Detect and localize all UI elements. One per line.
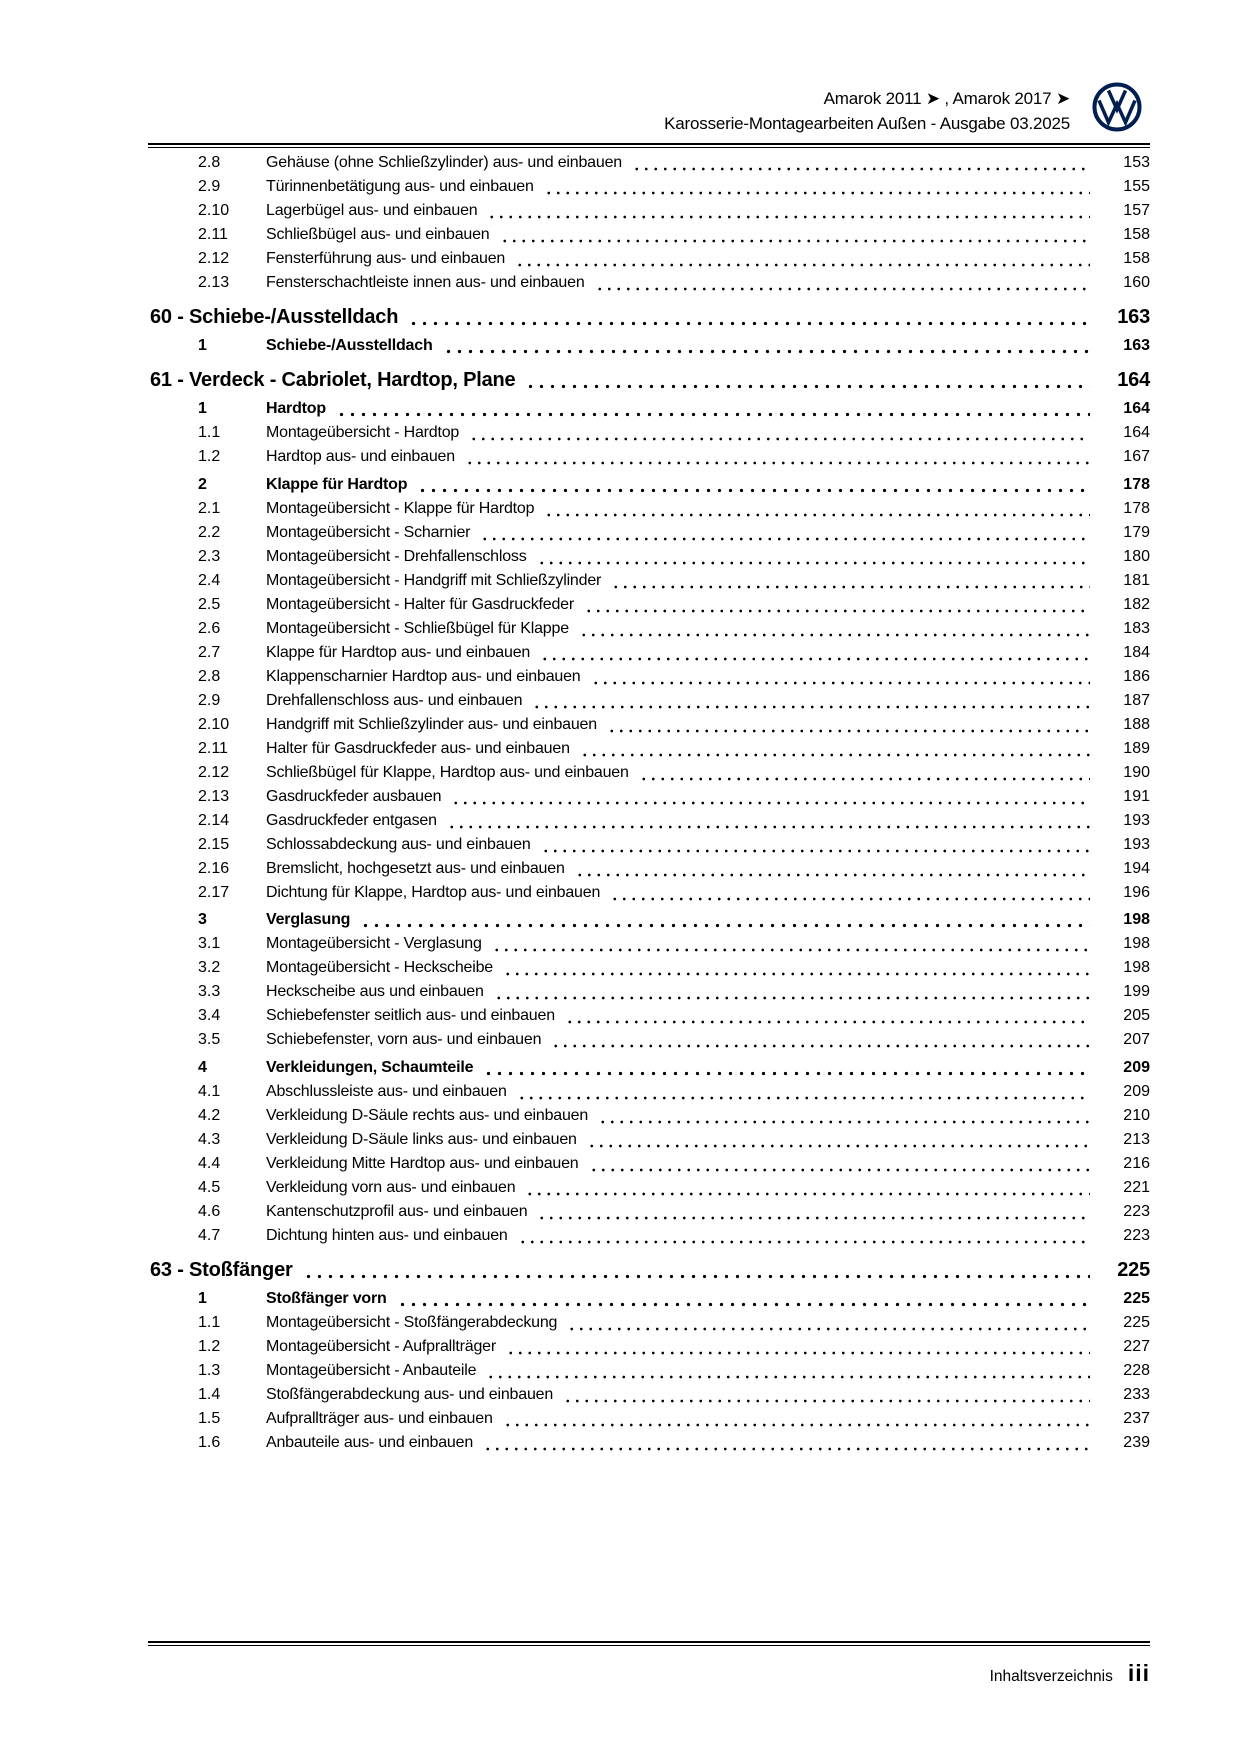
- leader-dots: [567, 1327, 1090, 1331]
- header-text: [148, 86, 1150, 136]
- toc-entry-number: 4.6: [198, 1202, 221, 1220]
- toc-entry-title: Schiebe-/Ausstelldach: [266, 337, 433, 354]
- toc-entry-number: 2.1: [198, 499, 221, 517]
- toc-entry-title: Montageübersicht - Stoßfängerabdeckung: [266, 1313, 558, 1331]
- toc-entry-number: 4.4: [198, 1154, 221, 1172]
- toc-entry-number: 2.17: [198, 883, 230, 901]
- toc-entry-number: 2.9: [198, 691, 221, 709]
- leader-dots: [451, 801, 1090, 805]
- toc-entry-row[interactable]: [148, 1004, 1150, 1028]
- leader-dots: [494, 996, 1090, 1000]
- toc-entry-row[interactable]: [148, 665, 1150, 689]
- toc-entry-row[interactable]: [148, 1431, 1150, 1455]
- toc-entry-row[interactable]: [148, 713, 1150, 737]
- leader-dots: [480, 537, 1090, 541]
- toc-entry-page: 207: [1123, 1031, 1150, 1048]
- toc-entry-page: 190: [1123, 763, 1150, 781]
- toc-entry-number: 2.11: [198, 226, 228, 243]
- toc-entry-title: Schließbügel für Klappe, Hardtop aus- und einbauen: [266, 763, 629, 781]
- toc-entry-title: Montageübersicht - Anbauteile: [266, 1361, 477, 1379]
- vw-logo-icon: [1092, 82, 1142, 132]
- toc-entry-number: 2.5: [198, 595, 221, 613]
- toc-entry-page: 186: [1123, 667, 1150, 685]
- leader-dots: [589, 1168, 1090, 1172]
- toc-entry-row[interactable]: [148, 881, 1150, 905]
- toc-chapter-row[interactable]: [148, 305, 1150, 330]
- leader-dots: [544, 191, 1090, 195]
- toc-entry-number: 4.2: [198, 1106, 221, 1124]
- toc-chapter-row[interactable]: [148, 368, 1150, 393]
- leader-dots: [483, 1447, 1090, 1451]
- leader-dots: [506, 1351, 1090, 1355]
- toc-entry-title: Montageübersicht - Verglasung: [266, 935, 482, 952]
- toc-entry-title: Klappe für Hardtop aus- und einbauen: [266, 643, 531, 661]
- leader-dots: [487, 215, 1090, 219]
- toc-entry-page: 164: [1123, 400, 1150, 417]
- toc-entry-number: 2.13: [198, 274, 230, 291]
- toc-entry-title: Heckscheibe aus und einbauen: [266, 983, 484, 1000]
- toc-entry-title: Fensterschachtleiste innen aus- und einbauen: [266, 274, 585, 291]
- toc-entry-row[interactable]: [148, 421, 1150, 445]
- toc-entry-page: 198: [1123, 959, 1150, 976]
- leader-dots: [632, 167, 1090, 171]
- leader-dots: [598, 1120, 1090, 1124]
- toc-entry-title: Verkleidung D-Säule rechts aus- und einbauen: [266, 1106, 589, 1124]
- header-model-line: Amarok 2011 ➤ , Amarok 2017 ➤: [823, 89, 1070, 108]
- toc-entry-page: 196: [1123, 883, 1150, 901]
- toc-entry-number: 2.10: [198, 715, 230, 733]
- toc-entry-title: Montageübersicht - Aufprallträger: [266, 1337, 496, 1355]
- leader-dots: [515, 263, 1090, 267]
- toc-entry-number: 4.5: [198, 1178, 221, 1196]
- leader-dots: [492, 948, 1090, 952]
- toc-entry-number: 4.1: [198, 1082, 221, 1100]
- toc-entry-number: 2.12: [198, 250, 230, 267]
- leader-dots: [483, 1071, 1090, 1076]
- toc-entry-title: Verkleidung D-Säule links aus- und einbauen: [266, 1130, 577, 1148]
- toc-entry-number: 2: [198, 475, 207, 493]
- toc-entry-number: 2.8: [198, 154, 221, 171]
- toc-entry-title: Montageübersicht - Schließbügel für Klappe: [266, 619, 569, 637]
- toc-entry-title: Montageübersicht - Drehfallenschloss: [266, 547, 527, 565]
- leader-dots: [336, 412, 1090, 417]
- toc-entry-title: Montageübersicht - Halter für Gasdruckfeder: [266, 595, 574, 613]
- leader-dots: [469, 437, 1090, 441]
- toc-entry-number: 2.14: [198, 811, 230, 829]
- toc-entry-title: Drehfallenschloss aus- und einbauen: [266, 691, 523, 709]
- toc-entry-number: 2.11: [198, 739, 228, 757]
- toc-entry-page: 184: [1123, 643, 1150, 661]
- toc-entry-row[interactable]: [148, 1080, 1150, 1104]
- toc-entry-row[interactable]: [148, 1200, 1150, 1224]
- toc-entry-number: 1.1: [198, 1313, 221, 1331]
- toc-entry-title: Bremslicht, hochgesetzt aus- und einbauen: [266, 859, 565, 877]
- toc-entry-title: Montageübersicht - Heckscheibe: [266, 959, 494, 976]
- toc-entry-title: Schlossabdeckung aus- und einbauen: [266, 835, 531, 853]
- leader-dots: [486, 1375, 1090, 1379]
- leader-dots: [607, 729, 1090, 733]
- toc-entry-page: 183: [1123, 619, 1150, 637]
- header-rule: [148, 143, 1150, 148]
- toc-entry-title: Kantenschutzprofil aus- und einbauen: [266, 1202, 528, 1220]
- toc-entry-number: 2.8: [198, 667, 221, 685]
- toc-entry-row[interactable]: [148, 908, 1150, 932]
- toc-entry-title: Schließbügel aus- und einbauen: [266, 226, 490, 243]
- toc-entry-row[interactable]: [148, 593, 1150, 617]
- toc-chapter-label: 60 - Schiebe-/Ausstelldach: [150, 306, 399, 328]
- toc-entry-page: 223: [1123, 1202, 1150, 1220]
- leader-dots: [610, 897, 1090, 901]
- toc-entry-page: 187: [1123, 691, 1150, 709]
- toc-entry-row[interactable]: [148, 521, 1150, 545]
- toc-entry-title: Türinnenbetätigung aus- und einbauen: [266, 178, 534, 195]
- leader-dots: [465, 461, 1090, 465]
- toc-entry-number: 1.4: [198, 1385, 221, 1403]
- toc-entry-page: 199: [1123, 983, 1150, 1000]
- toc-entry-page: 209: [1123, 1058, 1150, 1076]
- leader-dots: [517, 1096, 1090, 1100]
- toc-entry-number: 3.5: [198, 1031, 221, 1048]
- leader-dots: [503, 1423, 1090, 1427]
- toc-entry-title: Stoßfänger vorn: [266, 1289, 387, 1307]
- toc-entry-page: 157: [1123, 202, 1150, 219]
- leader-dots: [541, 849, 1090, 853]
- toc-entry-number: 3.2: [198, 959, 221, 976]
- toc-entry-number: 1.6: [198, 1433, 221, 1451]
- toc-entry-page: 233: [1123, 1385, 1150, 1403]
- leader-dots: [551, 1044, 1090, 1048]
- toc-entry-row[interactable]: [148, 223, 1150, 247]
- toc-entry-page: 163: [1123, 337, 1150, 354]
- toc-entry-title: Montageübersicht - Klappe für Hardtop: [266, 499, 535, 517]
- leader-dots: [303, 1274, 1090, 1279]
- toc-entry-title: Verglasung: [266, 911, 351, 928]
- toc-entry-row[interactable]: [148, 761, 1150, 785]
- toc-entry-row[interactable]: [148, 1056, 1150, 1080]
- toc-entry-number: 2.13: [198, 787, 230, 805]
- leader-dots: [525, 1192, 1090, 1196]
- leader-dots: [579, 633, 1090, 637]
- toc-entry-number: 1: [198, 1289, 207, 1307]
- toc-entry-row[interactable]: [148, 497, 1150, 521]
- leader-dots: [587, 1144, 1090, 1148]
- toc-entry-number: 4.7: [198, 1226, 221, 1244]
- toc-entry-row[interactable]: [148, 932, 1150, 956]
- toc-entry-page: 155: [1123, 178, 1150, 195]
- toc-entry-row[interactable]: [148, 980, 1150, 1004]
- toc-entry-title: Gehäuse (ohne Schließzylinder) aus- und einbauen: [266, 154, 622, 171]
- page-content: [148, 0, 1150, 1455]
- leader-dots: [443, 349, 1090, 354]
- toc-entry-page: 237: [1123, 1409, 1150, 1427]
- toc-entry-page: 227: [1123, 1337, 1150, 1355]
- toc-entry-row[interactable]: [148, 271, 1150, 295]
- leader-dots: [525, 384, 1090, 389]
- toc-entry-title: Stoßfängerabdeckung aus- und einbauen: [266, 1385, 554, 1403]
- leader-dots: [584, 609, 1090, 613]
- toc-entry-row[interactable]: [148, 473, 1150, 497]
- toc-entry-page: 164: [1123, 424, 1150, 441]
- leader-dots: [563, 1399, 1090, 1403]
- toc-entry-row[interactable]: [148, 151, 1150, 175]
- leader-dots: [503, 972, 1090, 976]
- toc-entry-row[interactable]: [148, 1176, 1150, 1200]
- footer-rule: [148, 1641, 1150, 1646]
- toc-entry-page: 158: [1123, 250, 1150, 267]
- toc-entry-row[interactable]: [148, 833, 1150, 857]
- toc-entry-title: Dichtung hinten aus- und einbauen: [266, 1226, 508, 1244]
- toc-entry-row[interactable]: [148, 641, 1150, 665]
- toc-entry-page: 191: [1123, 787, 1150, 805]
- toc-entry-page: 210: [1123, 1106, 1150, 1124]
- toc-entry-number: 3.4: [198, 1007, 221, 1024]
- toc-entry-title: Hardtop: [266, 400, 326, 417]
- toc-entry-row[interactable]: [148, 1128, 1150, 1152]
- toc-entry-row[interactable]: [148, 397, 1150, 421]
- toc-entry-page: 198: [1123, 935, 1150, 952]
- toc-entry-number: 2.7: [198, 643, 221, 661]
- toc-entry-row[interactable]: [148, 956, 1150, 980]
- toc-entry-page: 213: [1123, 1130, 1150, 1148]
- toc-entry-page: 198: [1123, 911, 1150, 928]
- leader-dots: [591, 681, 1091, 685]
- toc-entry-page: 178: [1123, 499, 1150, 517]
- toc-entry-page: 223: [1123, 1226, 1150, 1244]
- toc-entry-page: 188: [1123, 715, 1150, 733]
- toc-entry-title: Klappe für Hardtop: [266, 475, 408, 493]
- toc-chapter-label: 63 - Stoßfänger: [150, 1258, 293, 1281]
- footer-page-number: iii: [1127, 1660, 1150, 1686]
- toc-entry-page: 221: [1123, 1178, 1150, 1196]
- toc-entry-title: Schiebefenster, vorn aus- und einbauen: [266, 1031, 542, 1048]
- toc-entry-number: 1: [198, 400, 207, 417]
- leader-dots: [397, 1302, 1090, 1307]
- toc-entry-row[interactable]: [148, 1152, 1150, 1176]
- toc-entry-page: 205: [1123, 1007, 1150, 1024]
- toc-chapter-label: 61 - Verdeck - Cabriolet, Hardtop, Plane: [150, 369, 516, 391]
- toc-entry-page: 180: [1123, 547, 1150, 565]
- toc-entry-row[interactable]: [148, 1224, 1150, 1248]
- toc-entry-row[interactable]: [148, 617, 1150, 641]
- toc-entry-number: 2.6: [198, 619, 221, 637]
- toc-entry-title: Gasdruckfeder ausbauen: [266, 787, 442, 805]
- toc-entry-row[interactable]: [148, 1335, 1150, 1359]
- toc-entry-page: 225: [1123, 1313, 1150, 1331]
- toc-entry-row[interactable]: [148, 1407, 1150, 1431]
- toc-entry-number: 1.1: [198, 424, 221, 441]
- toc-entry-title: Gasdruckfeder entgasen: [266, 811, 437, 829]
- leader-dots: [575, 873, 1090, 877]
- toc-entry-number: 1.2: [198, 448, 221, 465]
- leader-dots: [532, 705, 1090, 709]
- leader-dots: [360, 923, 1090, 928]
- leader-dots: [544, 513, 1090, 517]
- toc-entry-title: Verkleidungen, Schaumteile: [266, 1058, 474, 1076]
- toc-entry-page: 239: [1123, 1433, 1150, 1451]
- toc-entry-page: 181: [1123, 571, 1150, 589]
- toc-entry-page: 160: [1123, 274, 1150, 291]
- leader-dots: [595, 287, 1090, 291]
- toc-entry-number: 2.15: [198, 835, 230, 853]
- toc-entry-page: 209: [1123, 1082, 1150, 1100]
- leader-dots: [580, 753, 1090, 757]
- toc-entry-number: 2.10: [198, 202, 230, 219]
- toc-entry-number: 2.3: [198, 547, 221, 565]
- toc-chapter-page: 225: [1117, 1258, 1150, 1281]
- toc-entry-row[interactable]: [148, 334, 1150, 358]
- toc-entry-row[interactable]: [148, 689, 1150, 713]
- toc-chapter-page: 164: [1117, 369, 1150, 391]
- toc-entry-title: Lagerbügel aus- und einbauen: [266, 202, 478, 219]
- toc-entry-row[interactable]: [148, 1311, 1150, 1335]
- toc-entry-row[interactable]: [148, 569, 1150, 593]
- toc-entry-number: 1.3: [198, 1361, 221, 1379]
- footer-label: Inhaltsverzeichnis: [989, 1668, 1113, 1685]
- toc-entry-title: Verkleidung vorn aus- und einbauen: [266, 1178, 516, 1196]
- toc-entry-page: 216: [1123, 1154, 1150, 1172]
- toc-entry-page: 179: [1123, 523, 1150, 541]
- toc-entry-page: 158: [1123, 226, 1150, 243]
- leader-dots: [639, 777, 1090, 781]
- toc-entry-number: 3: [198, 911, 207, 928]
- toc-entry-title: Aufprallträger aus- und einbauen: [266, 1409, 493, 1427]
- toc-entry-row[interactable]: [148, 857, 1150, 881]
- toc-entry-number: 2.2: [198, 523, 221, 541]
- toc-entry-row[interactable]: [148, 737, 1150, 761]
- toc-entry-row[interactable]: [148, 1383, 1150, 1407]
- toc-entry-number: 1.2: [198, 1337, 221, 1355]
- toc-entry-title: Dichtung für Klappe, Hardtop aus- und einbauen: [266, 883, 601, 901]
- toc-entry-title: Anbauteile aus- und einbauen: [266, 1433, 474, 1451]
- leader-dots: [565, 1020, 1090, 1024]
- toc-entry-title: Handgriff mit Schließzylinder aus- und einbauen: [266, 715, 597, 733]
- toc-entry-row[interactable]: [148, 1104, 1150, 1128]
- toc-entry-page: 228: [1123, 1361, 1150, 1379]
- leader-dots: [500, 239, 1090, 243]
- toc-entry-page: 225: [1123, 1289, 1150, 1307]
- toc-entry-page: 194: [1123, 859, 1150, 877]
- leader-dots: [408, 321, 1090, 326]
- toc-entry-row[interactable]: [148, 175, 1150, 199]
- leader-dots: [537, 561, 1091, 565]
- toc-entry-row[interactable]: [148, 199, 1150, 223]
- toc-entry-title: Montageübersicht - Hardtop: [266, 424, 460, 441]
- toc-entry-number: 4: [198, 1058, 207, 1076]
- toc-entry-number: 1.5: [198, 1409, 221, 1427]
- toc-entry-number: 3.3: [198, 983, 221, 1000]
- page-header: [148, 0, 1150, 148]
- leader-dots: [447, 825, 1090, 829]
- toc-entry-title: Klappenscharnier Hardtop aus- und einbauen: [266, 667, 581, 685]
- toc-entry-title: Schiebefenster seitlich aus- und einbauen: [266, 1007, 555, 1024]
- toc-chapter-page: 163: [1117, 306, 1150, 328]
- leader-dots: [611, 585, 1090, 589]
- toc-entry-number: 2.16: [198, 859, 230, 877]
- toc-entry-row[interactable]: [148, 1028, 1150, 1052]
- toc-entry-row[interactable]: [148, 1287, 1150, 1311]
- toc-entry-page: 189: [1123, 739, 1150, 757]
- toc-chapter-row[interactable]: [148, 1258, 1150, 1283]
- toc-entry-number: 1: [198, 337, 207, 354]
- toc-entry-number: 2.9: [198, 178, 221, 195]
- toc-entry-row[interactable]: [148, 545, 1150, 569]
- leader-dots: [417, 488, 1090, 493]
- leader-dots: [537, 1216, 1090, 1220]
- toc-entry-row[interactable]: [148, 785, 1150, 809]
- toc-entry-row[interactable]: [148, 1359, 1150, 1383]
- toc-entry-page: 178: [1123, 475, 1150, 493]
- toc-entry-title: Montageübersicht - Scharnier: [266, 523, 471, 541]
- toc-entry-title: Abschlussleiste aus- und einbauen: [266, 1082, 507, 1100]
- toc-entry-page: 182: [1123, 595, 1150, 613]
- toc-entry-page: 193: [1123, 835, 1150, 853]
- toc-entry-page: 167: [1123, 448, 1150, 465]
- toc-entry-page: 193: [1123, 811, 1150, 829]
- toc-entry-title: Fensterführung aus- und einbauen: [266, 250, 506, 267]
- leader-dots: [518, 1240, 1090, 1244]
- toc-entry-title: Halter für Gasdruckfeder aus- und einbauen: [266, 739, 570, 757]
- toc-entry-number: 3.1: [198, 935, 221, 952]
- toc-entry-row[interactable]: [148, 809, 1150, 833]
- header-title-line: Karosserie-Montagearbeiten Außen - Ausgabe 03.2025: [664, 114, 1070, 133]
- toc: [148, 148, 1150, 1455]
- toc-entry-title: Verkleidung Mitte Hardtop aus- und einbauen: [266, 1154, 579, 1172]
- toc-entry-title: Montageübersicht - Handgriff mit Schließzylinder: [266, 571, 602, 589]
- page-footer: [990, 1660, 1150, 1687]
- toc-entry-page: 153: [1123, 154, 1150, 171]
- leader-dots: [540, 657, 1090, 661]
- toc-entry-row[interactable]: [148, 247, 1150, 271]
- toc-entry-row[interactable]: [148, 445, 1150, 469]
- toc-entry-number: 2.12: [198, 763, 230, 781]
- toc-entry-number: 2.4: [198, 571, 221, 589]
- toc-entry-number: 4.3: [198, 1130, 221, 1148]
- toc-entry-title: Hardtop aus- und einbauen: [266, 448, 455, 465]
